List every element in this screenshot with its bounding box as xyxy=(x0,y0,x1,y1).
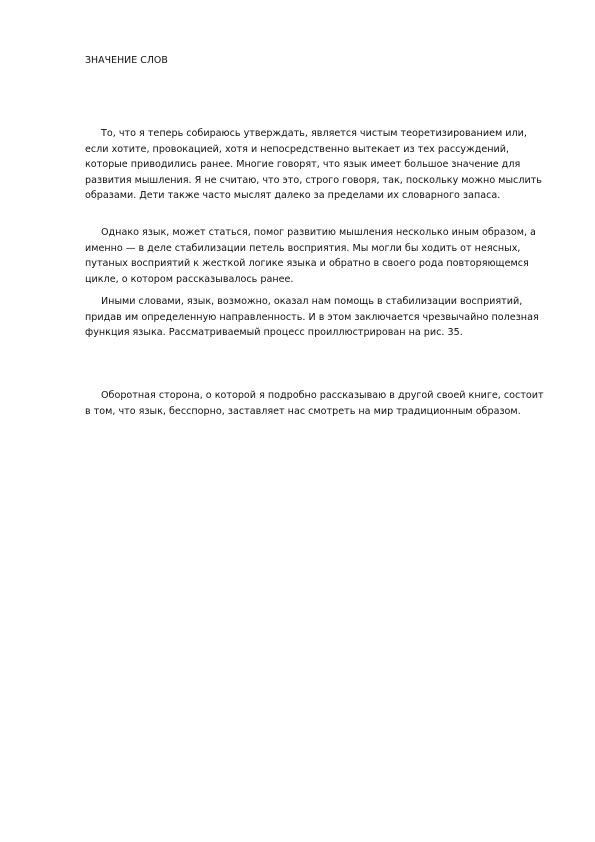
paragraph-4: Оборотная сторона, о которой я подробно рассказываю в другой своей книге, состоит в том, что язык, бесспорно, заставляет нас смотреть на мир традиционным образом. xyxy=(85,390,544,417)
document-title: ЗНАЧЕНИЕ СЛОВ xyxy=(85,55,168,66)
paragraph-2: Однако язык, может статься, помог развитию мышления несколько иным образом, а именно — в деле стабилизации петель восприятия. Мы могли бы ходить от неясных, путаных восприятий к жесткой логике языка и обратно в своего рода повторяющемся цикле, о котором рассказывалось ранее. xyxy=(85,227,536,285)
paragraph-1: То, что я теперь собираюсь утверждать, является чистым теоретизированием или, если хотите, провокацией, хотя и непосредственно вытекает из тех рассуждений, которые приводились ранее. Многие говорят, что язык имеет большое значение для развития мышления. Я не считаю, что это, строго говоря, так, поскольку можно мыслить образами. Дети также часто мыслят далеко за пределами их словарного запаса. xyxy=(85,128,542,201)
paragraph-3: Иными словами, язык, возможно, оказал нам помощь в стабилизации восприятий, придав им определенную направленность. И в этом заключается чрезвычайно полезная функция языка. Рассматриваемый процесс проиллюстрирован на рис. 35. xyxy=(85,296,539,338)
